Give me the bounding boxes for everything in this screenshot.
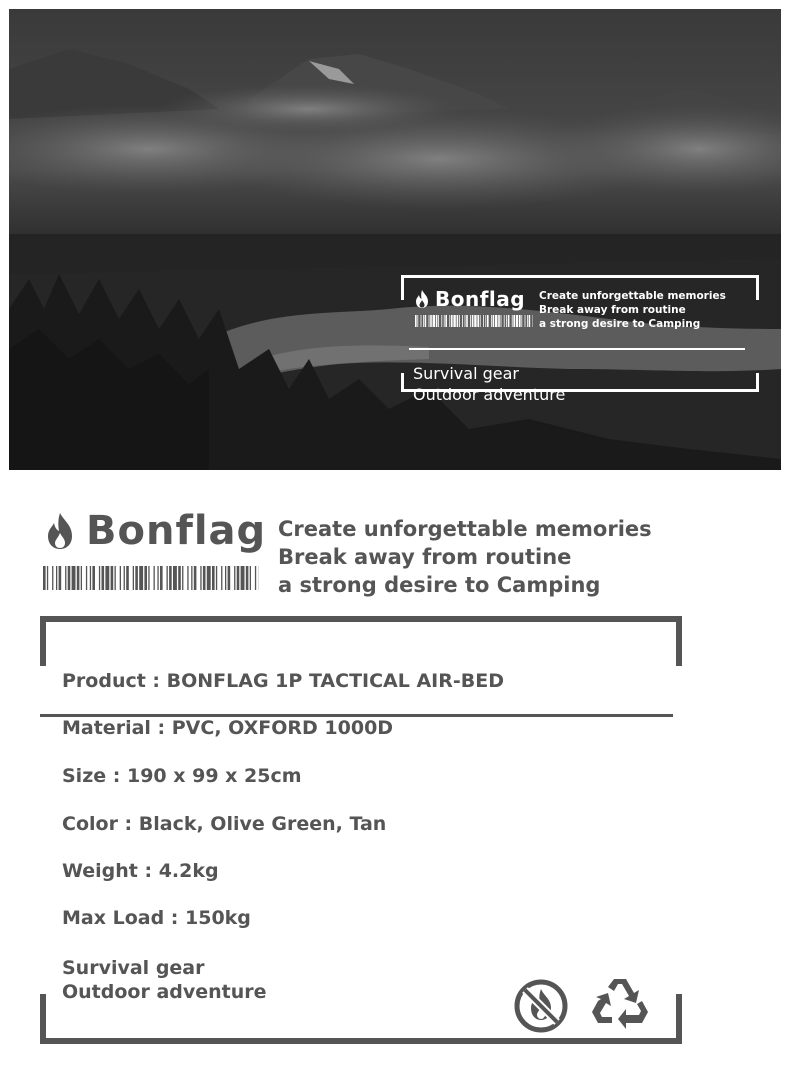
barcode-bar [512, 315, 513, 327]
barcode-bar [68, 566, 71, 590]
barcode-bar [529, 315, 531, 327]
spec-color: Color : Black, Olive Green, Tan [62, 813, 387, 835]
barcode-bar [52, 566, 53, 590]
barcode-bar [126, 566, 129, 590]
footer-line: Outdoor adventure [62, 981, 267, 1003]
barcode-bar [111, 566, 114, 590]
barcode-bar [521, 315, 522, 327]
barcode [43, 566, 259, 590]
spec-frame-top [40, 616, 682, 666]
barcode-bar [124, 566, 125, 590]
barcode-bar [433, 315, 435, 327]
hero-subtitle [413, 363, 565, 405]
barcode-bar [187, 566, 188, 590]
barcode-bar [516, 315, 518, 327]
barcode-bar [441, 315, 442, 327]
barcode-bar [225, 566, 226, 590]
tagline [278, 515, 652, 599]
barcode-bar [167, 566, 168, 590]
barcode-bar [519, 315, 521, 327]
barcode-bar [212, 566, 215, 590]
spec-max-load: Max Load : 150kg [62, 907, 251, 929]
barcode-bar [465, 315, 466, 327]
barcode-bar [495, 315, 497, 327]
flame-icon [413, 289, 431, 309]
barcode-bar [99, 566, 100, 590]
barcode-bar [120, 566, 121, 590]
barcode-bar [423, 315, 424, 327]
barcode-bar [102, 566, 105, 590]
barcode-bar [228, 566, 231, 590]
flame-icon [42, 511, 78, 551]
barcode-bar [477, 315, 479, 327]
barcode-bar [194, 566, 197, 590]
barcode-bar [421, 315, 422, 327]
barcode-bar [457, 315, 459, 327]
barcode-bar [472, 315, 474, 327]
spec-footer [62, 956, 267, 1004]
barcode-bar [105, 566, 109, 590]
spec-product: Product : BONFLAG 1P TACTICAL AIR-BED [62, 670, 505, 692]
no-fire-icon [514, 979, 568, 1033]
barcode-bar [56, 566, 57, 590]
barcode-bar [90, 566, 91, 590]
barcode-bar [480, 315, 481, 327]
hero-subtitle-line: Survival gear [413, 364, 519, 383]
barcode-bar [436, 315, 438, 327]
spec-size: Size : 190 x 99 x 25cm [62, 765, 302, 787]
barcode-bar [133, 566, 134, 590]
barcode-bar [451, 315, 453, 327]
barcode-bar [144, 566, 147, 590]
brand-logo [42, 508, 266, 554]
tagline-line: Break away from routine [278, 545, 572, 569]
hero-barcode [415, 315, 533, 327]
hero-tagline-line: Create unforgettable memories [539, 290, 726, 302]
barcode-bar [169, 566, 172, 590]
barcode-bar [173, 566, 177, 590]
barcode-bar [203, 566, 206, 590]
barcode-bar [43, 566, 46, 590]
barcode-bar [246, 566, 249, 590]
hero-tagline [539, 289, 726, 331]
barcode-bar [425, 315, 427, 327]
barcode-bar [237, 566, 240, 590]
barcode-bar [487, 315, 489, 327]
hero-photo [9, 9, 781, 470]
barcode-bar [474, 315, 476, 327]
barcode-bar [444, 315, 445, 327]
recycle-icon [590, 975, 650, 1031]
barcode-bar [429, 315, 430, 327]
barcode-bar [216, 566, 217, 590]
barcode-bar [154, 566, 155, 590]
barcode-bar [92, 566, 95, 590]
barcode-bar [417, 315, 418, 327]
barcode-bar [59, 566, 62, 590]
barcode-bar [221, 566, 222, 590]
barcode-bar [462, 315, 463, 327]
barcode-bar [430, 315, 432, 327]
barcode-bar [525, 315, 526, 327]
barcode-bar [498, 315, 500, 327]
barcode-bar [527, 315, 528, 327]
barcode-bar [453, 315, 455, 327]
barcode-bar [86, 566, 87, 590]
barcode-bar [139, 566, 143, 590]
barcode-bar [72, 566, 76, 590]
barcode-bar [485, 315, 486, 327]
barcode-bar [178, 566, 181, 590]
barcode-bar [77, 566, 80, 590]
barcode-bar [508, 315, 510, 327]
tagline-line: Create unforgettable memories [278, 517, 652, 541]
barcode-bar [135, 566, 138, 590]
barcode-bar [200, 566, 201, 590]
barcode-bar [513, 315, 515, 327]
barcode-bar [445, 315, 447, 327]
barcode-bar [504, 315, 505, 327]
barcode-bar [182, 566, 183, 590]
barcode-bar [115, 566, 116, 590]
barcode-bar [160, 566, 163, 590]
barcode-bar [191, 566, 192, 590]
barcode-bar [65, 566, 66, 590]
hero-subtitle-line: Outdoor adventure [413, 385, 566, 404]
tagline-line: a strong desire to Camping [278, 573, 601, 597]
hero-tagline-line: Break away from routine [539, 304, 686, 316]
brand-name: Bonflag [86, 508, 267, 554]
barcode-bar [207, 566, 211, 590]
barcode-bar [81, 566, 82, 590]
barcode-bar [47, 566, 48, 590]
barcode-bar [449, 315, 450, 327]
barcode-bar [255, 566, 256, 590]
barcode-bar [501, 315, 502, 327]
spec-weight: Weight : 4.2kg [62, 860, 219, 882]
barcode-bar [234, 566, 235, 590]
barcode-bar [470, 315, 471, 327]
hero-divider [409, 348, 745, 350]
barcode-bar [241, 566, 245, 590]
barcode-bar [466, 315, 468, 327]
barcode-bar [493, 315, 495, 327]
barcode-bar [506, 315, 507, 327]
barcode-bar [415, 315, 417, 327]
barcode-bar [459, 315, 460, 327]
barcode-bar [250, 566, 251, 590]
hero-brand-name: Bonflag [435, 287, 526, 311]
footer-line: Survival gear [62, 957, 205, 979]
barcode-bar [438, 315, 439, 327]
barcode-bar [157, 566, 158, 590]
hero-tagline-line: a strong desire to Camping [539, 318, 701, 330]
hero-label-box [401, 275, 761, 417]
spec-material: Material : PVC, OXFORD 1000D [62, 717, 394, 739]
barcode-bar [491, 315, 492, 327]
hero-logo [413, 287, 525, 311]
barcode-bar [483, 315, 484, 327]
barcode-bar [148, 566, 149, 590]
